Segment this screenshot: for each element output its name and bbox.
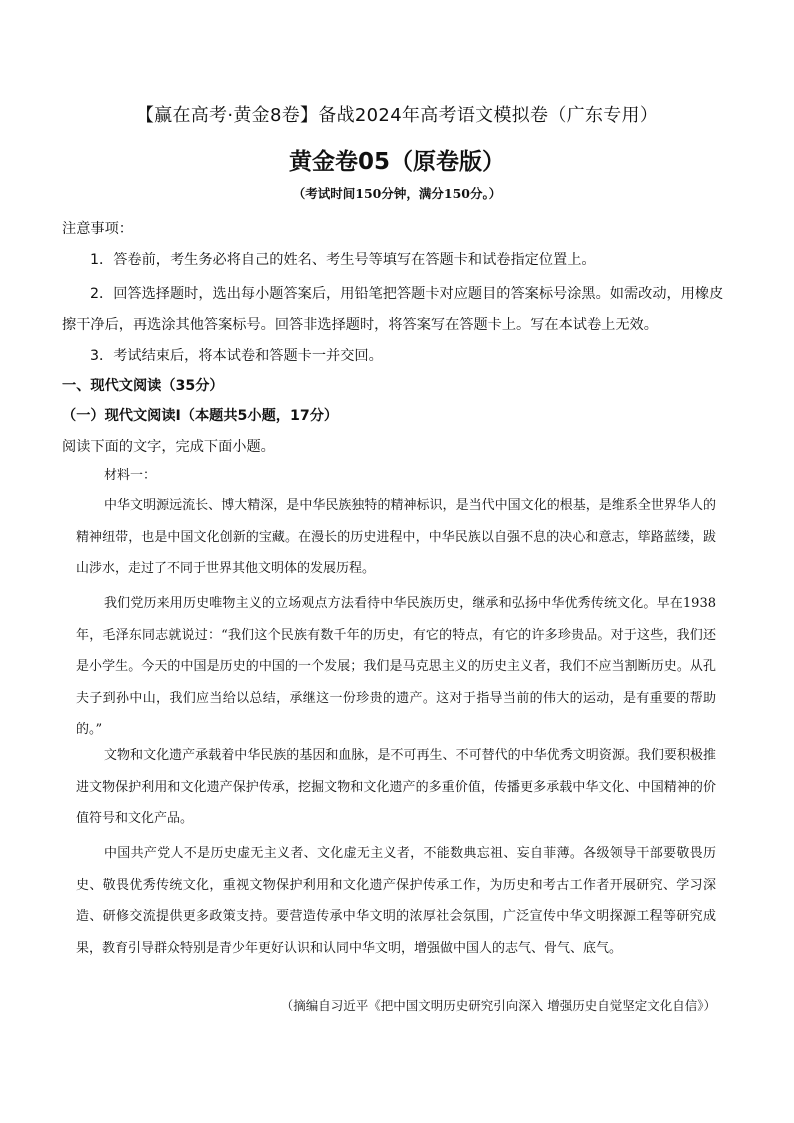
notice-item-2-cont: 擦干净后，再选涂其他答案标号。回答非选择题时，将答案写在答题卡上。写在本试卷上无效。 bbox=[62, 317, 658, 333]
series-title: 【赢在高考·黄金8卷】备战2024年高考语文模拟卷（广东专用） bbox=[135, 105, 659, 126]
material-label: 材料一： bbox=[104, 468, 157, 483]
notice-heading: 注意事项： bbox=[62, 221, 133, 237]
section-title: 一、现代文阅读（35分） bbox=[62, 378, 224, 394]
material-paragraph-3: 文物和文化遗产承载着中华民族的基因和血脉，是不可再生、不可替代的中华优秀文明资源。我们要积极推进文物保护利用和文化遗产保护传承，挖掘文物和文化遗产的多重价值，传播更多承载中华文化、中国精神的价值符号和文化产品。 bbox=[76, 748, 716, 826]
material-paragraph-1: 中华文明源远流长、博大精深，是中华民族独特的精神标识，是当代中国文化的根基，是维系全世界华人的精神纽带，也是中国文化创新的宝藏。在漫长的历史进程中，中华民族以自强不息的决心和意志，筚路蓝缕，跋山涉水，走过了不同于世界其他文明体的发展历程。 bbox=[76, 498, 716, 576]
reading-instruction: 阅读下面的文字，完成下面小题。 bbox=[62, 439, 275, 455]
material-paragraph-2: 我们党历来用历史唯物主义的立场观点方法看待中华民族历史，继承和弘扬中华优秀传统文化。早在1938年，毛泽东同志就说过：“我们这个民族有数千年的历史，有它的特点，有它的许多珍贵品。对于这些，我们还是小学生。今天的中国是历史的中国的一个发展；我们是马克思主义的历史主义者，我们不应当割断历史。从孔夫子到孙中山，我们应当给以总结，承继这一份珍贵的遗产。这对于指导当前的伟大的运动，是有重要的帮助的。” bbox=[76, 596, 716, 737]
material-paragraph-4: 中国共产党人不是历史虚无主义者、文化虚无主义者，不能数典忘祖、妄自菲薄。各级领导干部要敬畏历史、敬畏优秀传统文化，重视文物保护利用和文化遗产保护传承工作，为历史和考古工作者开展研究、学习深造、研修交流提供更多政策支持。要营造传承中华文明的浓厚社会氛围，广泛宣传中华文明探源工程等研究成果，教育引导群众特别是青少年更好认识和认同中华文明，增强做中国人的志气、骨气、底气。 bbox=[76, 846, 716, 956]
material-source: （摘编自习近平《把中国文明历史研究引向深入 增强历史自觉坚定文化自信》） bbox=[280, 998, 716, 1013]
notice-item-2: 2．回答选择题时，选出每小题答案后，用铅笔把答题卡对应题目的答案标号涂黑。如需改动，用橡皮 bbox=[90, 286, 724, 302]
notice-item-3: 3．考试结束后，将本试卷和答题卡一并交回。 bbox=[90, 348, 383, 364]
notice-item-1: 1．答卷前，考生务必将自己的姓名、考生号等填写在答题卡和试卷指定位置上。 bbox=[90, 252, 596, 268]
exam-time: （考试时间150分钟，满分150分。） bbox=[292, 186, 502, 201]
subsection-title: （一）现代文阅读Ⅰ（本题共5小题，17分） bbox=[62, 408, 339, 424]
main-title: 黄金卷05（原卷版） bbox=[288, 149, 505, 175]
